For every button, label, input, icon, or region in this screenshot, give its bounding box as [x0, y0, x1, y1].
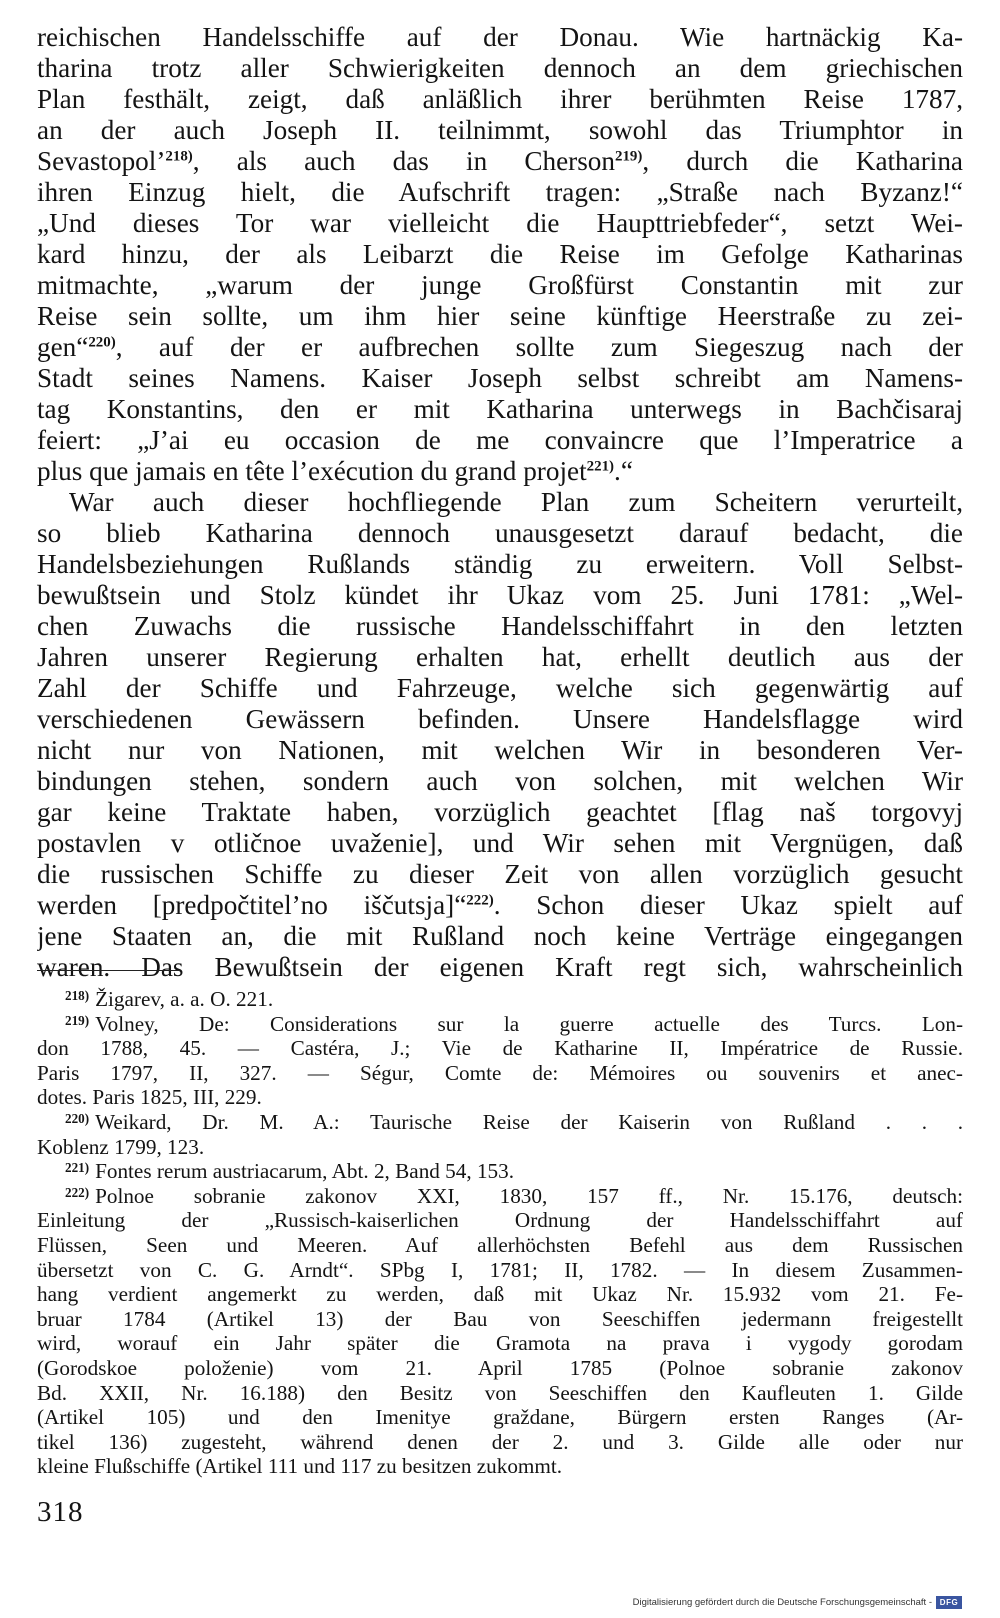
text-segment: werden [predpočtitel’no iščutsja]“	[37, 890, 467, 920]
text-segment: .“	[614, 456, 633, 486]
footnote-line: dotes. Paris 1825, III, 229.	[37, 1085, 262, 1110]
text-line	[37, 456, 963, 487]
footnote-reference: 218)	[165, 148, 193, 165]
footnotes-block	[37, 987, 963, 1479]
page-number: 318	[37, 1496, 84, 1528]
text-segment: , als auch das in Cherson	[192, 146, 615, 176]
footnote-text: Volney, De: Considerations sur la guerre actuelle des Turcs. Lon-	[95, 1011, 963, 1036]
dfg-logo-icon: DFG	[936, 1596, 962, 1609]
footnote-text: Žigarev, a. a. O. 221.	[95, 987, 274, 1011]
text-line: War auch dieser hochfliegende Plan zum Scheitern verurteilt,	[69, 487, 963, 517]
text-line: bindungen stehen, sondern auch von solchen, mit welchen Wir	[37, 766, 963, 796]
footnote-line	[37, 1184, 963, 1209]
footnote-line: kleine Flußschiffe (Artikel 111 und 117 zu besitzen zukommt.	[37, 1454, 563, 1479]
footnote-line: tikel 136) zugesteht, während denen der 2. und 3. Gilde alle oder nur	[37, 1429, 963, 1454]
text-segment: . Schon dieser Ukaz spielt auf	[493, 890, 963, 920]
text-line: nicht nur von Nationen, mit welchen Wir in besonderen Ver-	[37, 735, 963, 765]
text-line: tharina trotz aller Schwierigkeiten dennoch an dem griechischen	[37, 53, 963, 83]
credit-text: Digitalisierung gefördert durch die Deutsche Forschungsgemeinschaft -	[632, 1596, 932, 1608]
footnote-separator-rule	[37, 970, 180, 971]
text-line: Jahren unserer Regierung erhalten hat, erhellt deutlich aus der	[37, 642, 963, 672]
text-line: tag Konstantins, den er mit Katharina unterwegs in Bachčisaraj	[37, 394, 963, 424]
footnote-line: Paris 1797, II, 327. — Ségur, Comte de: Mémoires ou souvenirs et anec-	[37, 1060, 963, 1085]
footnote-number: 219)	[65, 1012, 90, 1028]
footnote-line: übersetzt von C. G. Arndt“. SPbg I, 1781; II, 1782. — In diesem Zusammen-	[37, 1257, 963, 1282]
text-line: Reise sein sollte, um ihm hier seine künftige Heerstraße zu zei-	[37, 301, 963, 331]
text-line: „Und dieses Tor war vielleicht die Haupttriebfeder“, setzt Wei-	[37, 208, 963, 238]
footnote-text: Weikard, Dr. M. A.: Taurische Reise der Kaiserin von Rußland . . .	[95, 1109, 963, 1134]
main-text-block	[37, 22, 963, 983]
text-line: bewußtsein und Stolz kündet ihr Ukaz vom 25. Juni 1781: „Wel-	[37, 580, 963, 610]
footnote-number: 222)	[65, 1184, 90, 1200]
footnote-line	[37, 1110, 963, 1135]
footnote-line	[37, 1012, 963, 1037]
text-line	[37, 332, 963, 363]
text-line: Stadt seines Namens. Kaiser Joseph selbst schreibt am Namens-	[37, 363, 963, 393]
footnote-number: 218)	[65, 988, 90, 1004]
footnote-text: Fontes rerum austriacarum, Abt. 2, Band 54, 153.	[95, 1159, 515, 1184]
footnote-line: (Gorodskoe položenie) vom 21. April 1785 (Polnoe sobranie zakonov	[37, 1355, 963, 1380]
text-line: ihren Einzug hielt, die Aufschrift tragen: „Straße nach Byzanz!“	[37, 177, 963, 207]
text-line	[37, 890, 963, 921]
footnote-number: 221)	[65, 1160, 90, 1176]
footnote-line: don 1788, 45. — Castéra, J.; Vie de Katharine II, Impératrice de Russie.	[37, 1036, 963, 1061]
text-line: chen Zuwachs die russische Handelsschiffahrt in den letzten	[37, 611, 963, 641]
footnote-reference: 220)	[88, 334, 116, 351]
text-segment: plus que jamais en tête l’exécution du grand projet	[37, 456, 587, 486]
text-line: reichischen Handelsschiffe auf der Donau. Wie hartnäckig Ka-	[37, 22, 963, 52]
text-line: gar keine Traktate haben, vorzüglich geachtet [flag naš torgovyj	[37, 797, 963, 827]
text-line: kard hinzu, der als Leibarzt die Reise im Gefolge Katharinas	[37, 239, 963, 269]
footnote-reference: 219)	[614, 148, 643, 165]
footnote-text: Polnoe sobranie zakonov XXI, 1830, 157 ff., Nr. 15.176, deutsch:	[95, 1183, 963, 1208]
text-line: an der auch Joseph II. teilnimmt, sowohl das Triumphtor in	[37, 115, 963, 145]
text-line: Zahl der Schiffe und Fahrzeuge, welche sich gegenwärtig auf	[37, 673, 963, 703]
text-line: Handelsbeziehungen Rußlands ständig zu erweitern. Voll Selbst-	[37, 549, 963, 579]
footnote-line: (Artikel 105) und den Imenitye graždane, Bürgern ersten Ranges (Ar-	[37, 1405, 963, 1430]
text-line: mitmachte, „warum der junge Großfürst Constantin mit zur	[37, 270, 963, 300]
text-line: postavlen v otličnoe uvaženie], und Wir sehen mit Vergnügen, daß	[37, 828, 963, 858]
text-segment: , auf der er aufbrechen sollte zum Siegeszug nach der	[115, 332, 963, 362]
footnote-reference: 221)	[586, 458, 615, 475]
digitization-credit	[633, 1595, 962, 1609]
footnote-line: Einleitung der „Russisch-kaiserlichen Ordnung der Handelsschiffahrt auf	[37, 1208, 963, 1233]
text-segment: gen“	[37, 332, 89, 362]
text-line: Plan festhält, zeigt, daß anläßlich ihrer berühmten Reise 1787,	[37, 84, 963, 114]
text-line: feiert: „J’ai eu occasion de me convaincre que l’Imperatrice a	[37, 425, 963, 455]
footnote-line: bruar 1784 (Artikel 13) der Bau von Seeschiffen jedermann freigestellt	[37, 1306, 963, 1331]
text-line: waren. Das Bewußtsein der eigenen Kraft regt sich, wahrscheinlich	[37, 952, 963, 982]
footnote-line: hang verdient angemerkt zu werden, daß mit Ukaz Nr. 15.932 vom 21. Fe-	[37, 1282, 963, 1307]
footnote-line: Koblenz 1799, 123.	[37, 1134, 205, 1159]
text-line: jene Staaten an, die mit Rußland noch keine Verträge eingegangen	[37, 921, 963, 951]
footnote-line	[37, 987, 963, 1012]
text-line: verschiedenen Gewässern befinden. Unsere Handelsflagge wird	[37, 704, 963, 734]
footnote-number: 220)	[65, 1111, 90, 1127]
footnote-line: Bd. XXII, Nr. 16.188) den Besitz von Seeschiffen den Kaufleuten 1. Gilde	[37, 1380, 963, 1405]
footnote-line	[37, 1159, 963, 1184]
text-line: die russischen Schiffe zu dieser Zeit von allen vorzüglich gesucht	[37, 859, 963, 889]
footnote-line: Flüssen, Seen und Meeren. Auf allerhöchsten Befehl aus dem Russischen	[37, 1232, 963, 1257]
text-segment: Sevastopol’	[37, 146, 166, 176]
text-segment: , durch die Katharina	[642, 146, 963, 176]
text-line	[37, 146, 963, 177]
footnote-reference: 222)	[466, 892, 494, 909]
footnote-line: wird, worauf ein Jahr später die Gramota na prava i vygody gorodam	[37, 1331, 963, 1356]
text-line: so blieb Katharina dennoch unausgesetzt darauf bedacht, die	[37, 518, 963, 548]
